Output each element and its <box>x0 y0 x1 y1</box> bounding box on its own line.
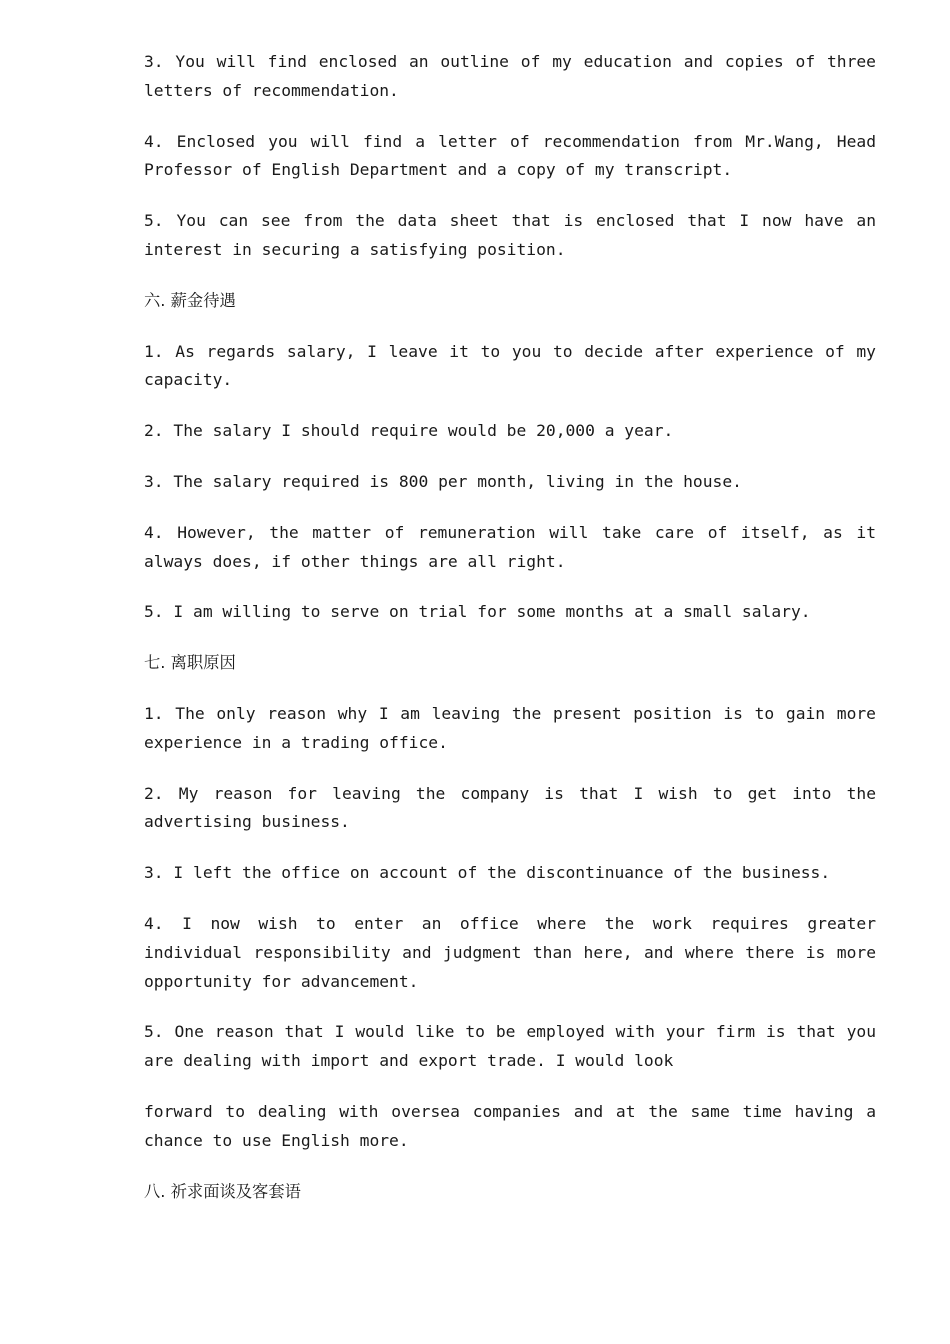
paragraph-salary-2: 2. The salary I should require would be 20,000 a year. <box>144 421 674 441</box>
paragraph-enclosed-outline: 3. You will find enclosed an outline of my education and copies of three letters of recommendation. <box>144 52 876 100</box>
section-heading-salary: 六. 薪金待遇 <box>144 290 236 310</box>
paragraph-leaving-4: 4. I now wish to enter an office where the work requires greater individual responsibility and judgment than here, and where there is more opportunity for advancement. <box>144 913 876 991</box>
paragraph-salary-3: 3. The salary required is 800 per month, living in the house. <box>144 471 742 491</box>
paragraph-salary-1: 1. As regards salary, I leave it to you to decide after experience of my capacity. <box>144 341 876 390</box>
document-body <box>144 48 876 1228</box>
paragraph-leaving-2: 2. My reason for leaving the company is that I wish to get into the advertising business. <box>144 783 876 832</box>
paragraph-salary-4: 4. However, the matter of remuneration will take care of itself, as it always does, if other things are all right. <box>144 522 876 571</box>
paragraph-leaving-3: 3. I left the office on account of the discontinuance of the business. <box>144 863 831 883</box>
section-heading-interview-request: 八. 祈求面谈及客套语 <box>144 1181 301 1201</box>
paragraph-enclosed-recommendation: 4. Enclosed you will find a letter of recommendation from Mr.Wang, Head Professor of English Department and a copy of my transcript. <box>144 131 876 180</box>
paragraph-leaving-5-continued: forward to dealing with oversea companies and at the same time having a chance to use English more. <box>144 1101 876 1150</box>
paragraph-salary-5: 5. I am willing to serve on trial for some months at a small salary. <box>144 602 811 622</box>
section-heading-leaving-reason: 七. 离职原因 <box>144 653 236 673</box>
paragraph-data-sheet: 5. You can see from the data sheet that is enclosed that I now have an interest in securing a satisfying position. <box>144 211 876 259</box>
paragraph-leaving-5: 5. One reason that I would like to be employed with your firm is that you are dealing with import and export trade. I would look <box>144 1022 876 1071</box>
paragraph-leaving-1: 1. The only reason why I am leaving the present position is to gain more experience in a trading office. <box>144 703 876 752</box>
